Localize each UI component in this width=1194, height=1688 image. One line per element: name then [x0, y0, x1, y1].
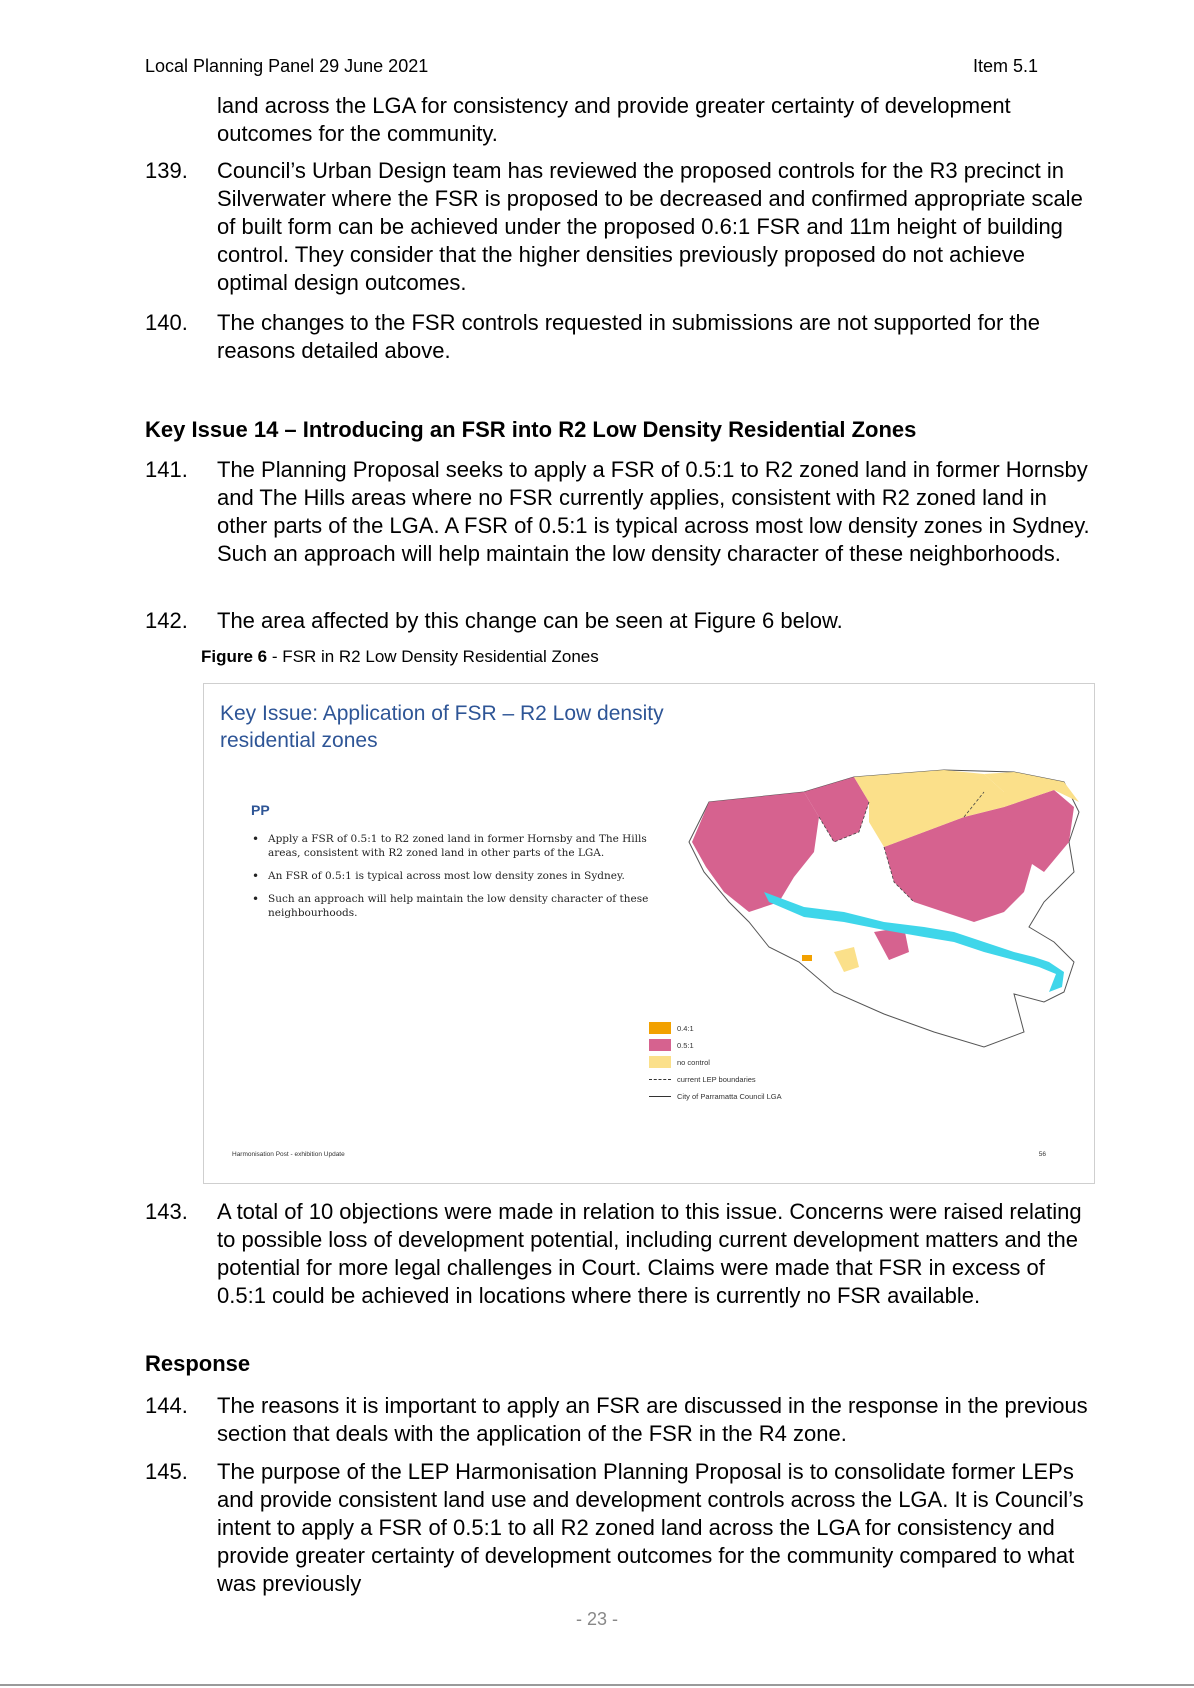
continued-paragraph: land across the LGA for consistency and provide greater certainty of development outcomes for the community.	[217, 93, 1011, 146]
key-issue-heading: Key Issue 14 – Introducing an FSR into R2 Low Density Residential Zones	[145, 417, 917, 442]
paragraph-text: Council’s Urban Design team has reviewed the proposed controls for the R3 precinct in Silverwater where the FSR is proposed to be decreased and confirmed appropriate scale of built form can be achieved under the proposed 0.6:1 FSR and 11m height of building control. They consider that the higher densities previously proposed do not achieve optimal design outcomes.	[217, 158, 1083, 295]
slide-bullet: • Such an approach will help maintain the low density character of these neighbourhoods.	[248, 892, 668, 920]
legend-line-solid	[649, 1096, 671, 1097]
slide-number: 56	[1038, 1151, 1046, 1158]
figure-caption-text: - FSR in R2 Low Density Residential Zones	[267, 647, 599, 666]
legend-label: 0.5:1	[677, 1041, 694, 1050]
paragraph-number: 143.	[145, 1199, 188, 1224]
paragraph-145	[145, 1458, 1097, 1598]
paragraph-number: 140.	[145, 310, 188, 335]
paragraph-140	[145, 309, 1097, 365]
paragraph-number: 141.	[145, 457, 188, 482]
page-number: - 23 -	[575, 1609, 618, 1629]
figure-slide	[203, 683, 1095, 1184]
slide-bullet: • An FSR of 0.5:1 is typical across most low density zones in Sydney.	[248, 869, 668, 883]
paragraph-text: The Planning Proposal seeks to apply a FSR of 0.5:1 to R2 zoned land in former Hornsby and The Hills areas where no FSR currently applies, consistent with R2 zoned land in other parts of the LGA. A FSR of 0.5:1 is typical across most low density zones in Sydney. Such an approach will help maintain the low density character of these neighborhoods.	[217, 457, 1090, 566]
paragraph-text: The reasons it is important to apply an FSR are discussed in the response in the previous section that deals with the application of the FSR in the R4 zone.	[217, 1393, 1088, 1446]
slide-pp-label: PP	[251, 802, 270, 818]
legend-label: no control	[677, 1058, 710, 1067]
header-item-number: Item 5.1	[972, 56, 1038, 76]
slide-footer: Harmonisation Post - exhibition Update	[232, 1151, 345, 1158]
legend-swatch	[649, 1056, 671, 1068]
paragraph-144	[145, 1392, 1097, 1448]
paragraph-text: The changes to the FSR controls requested in submissions are not supported for the reasons detailed above.	[217, 310, 1041, 363]
paragraph-142	[145, 607, 1097, 635]
paragraph-number: 139.	[145, 158, 188, 183]
lga-fsr-map	[684, 762, 1089, 1092]
paragraph-number: 145.	[145, 1459, 188, 1484]
legend-swatch	[649, 1022, 671, 1034]
figure-caption-label: Figure 6	[201, 647, 268, 666]
legend-label: current LEP boundaries	[677, 1075, 756, 1084]
slide-title: Key Issue: Application of FSR – R2 Low density residential zones	[220, 702, 664, 752]
response-heading: Response	[145, 1351, 251, 1376]
figure-caption	[201, 647, 599, 667]
legend-label: City of Parramatta Council LGA	[677, 1092, 782, 1101]
paragraph-number: 144.	[145, 1393, 188, 1418]
paragraph-141	[145, 456, 1097, 568]
paragraph-139	[145, 157, 1097, 297]
page-bottom-rule	[0, 1684, 1194, 1686]
slide-bullet-list	[248, 832, 668, 929]
legend-swatch	[649, 1039, 671, 1051]
paragraph-number: 142.	[145, 608, 188, 633]
slide-bullet: • Apply a FSR of 0.5:1 to R2 zoned land in former Hornsby and The Hills areas, consistent with R2 zoned land in other parts of the LGA.	[248, 832, 668, 860]
paragraph-text: The purpose of the LEP Harmonisation Planning Proposal is to consolidate former LEPs and provide consistent land use and development controls across the LGA. It is Council’s intent to apply a FSR of 0.5:1 to all R2 zoned land across the LGA for consistency and provide greater certainty of development outcomes for the community compared to what was previously	[217, 1459, 1084, 1596]
paragraph-143	[145, 1198, 1097, 1310]
paragraph-text: A total of 10 objections were made in relation to this issue. Concerns were raised relating to possible loss of development potential, including current development matters and the potential for more legal challenges in Court. Claims were made that FSR in excess of 0.5:1 could be achieved in locations where there is currently no FSR available.	[217, 1199, 1082, 1308]
header-left: Local Planning Panel 29 June 2021	[145, 56, 429, 76]
fsr-04-area	[802, 955, 812, 961]
paragraph-text: The area affected by this change can be seen at Figure 6 below.	[217, 608, 843, 633]
legend-line-dashed	[649, 1079, 671, 1080]
legend-label: 0.4:1	[677, 1024, 694, 1033]
